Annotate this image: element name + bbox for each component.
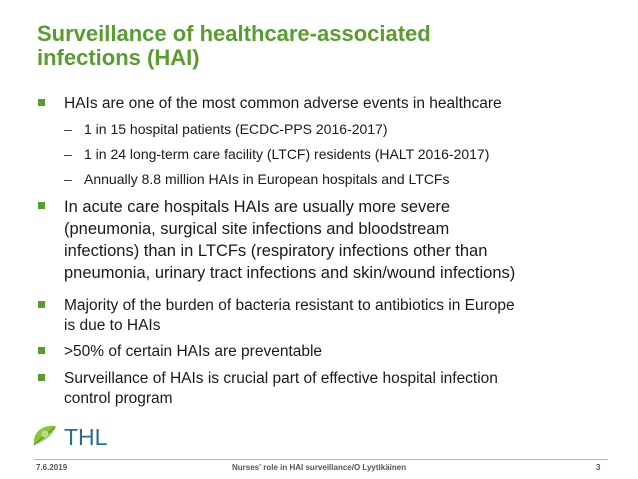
dash-bullet-icon: – (64, 121, 72, 137)
square-bullet-icon (38, 99, 45, 106)
bullet-1-text: HAIs are one of the most common adverse events in healthcare (64, 95, 502, 112)
square-bullet-icon (38, 301, 45, 308)
bullet-2 (64, 196, 624, 284)
bullet-4-line: >50% of certain HAIs are preventable (64, 343, 323, 360)
square-bullet-icon (38, 374, 45, 381)
footer-date: 7.6.2019 (36, 463, 68, 472)
footer-page-number: 3 (596, 463, 601, 472)
bullet-5-line: Surveillance of HAIs is crucial part of effective hospital infection (64, 370, 498, 387)
bullet-3-line: is due to HAIs (64, 317, 161, 334)
square-bullet-icon (38, 347, 45, 354)
dash-bullet-icon: – (64, 146, 72, 162)
title-line-1: Surveillance of healthcare-associated (37, 21, 431, 46)
dash-bullet-icon: – (64, 171, 72, 187)
thl-leaf-icon (30, 418, 130, 452)
sub-bullet-text: 1 in 24 long-term care facility (LTCF) residents (HALT 2016-2017) (84, 146, 490, 162)
slide-title (37, 22, 597, 70)
sub-bullet-1-3 (64, 169, 449, 189)
bullet-5-line: control program (64, 390, 173, 407)
sub-bullet-1-2 (64, 144, 489, 164)
thl-logo (30, 418, 130, 452)
bullet-1 (64, 94, 624, 114)
logo-text: THL (64, 424, 108, 450)
bullet-2-line: (pneumonia, surgical site infections and bloodstream (64, 220, 450, 238)
bullet-4 (64, 342, 624, 362)
bullet-2-line: infections) than in LTCFs (respiratory infections other than (64, 242, 488, 260)
title-line-2: infections (HAI) (37, 45, 200, 70)
bullet-5 (64, 369, 624, 409)
bullet-3 (64, 296, 624, 336)
footer-title: Nurses' role in HAI surveillance/O Lyytikäinen (232, 463, 407, 472)
bullet-2-line: pneumonia, urinary tract infections and skin/wound infections) (64, 264, 516, 282)
footer-divider (34, 459, 608, 460)
bullet-3-line: Majority of the burden of bacteria resistant to antibiotics in Europe (64, 297, 515, 314)
sub-bullet-text: Annually 8.8 million HAIs in European hospitals and LTCFs (84, 171, 450, 187)
square-bullet-icon (38, 202, 45, 209)
bullet-2-line: In acute care hospitals HAIs are usually more severe (64, 198, 451, 216)
sub-bullet-1-1 (64, 119, 388, 139)
sub-bullet-text: 1 in 15 hospital patients (ECDC-PPS 2016-2017) (84, 121, 388, 137)
